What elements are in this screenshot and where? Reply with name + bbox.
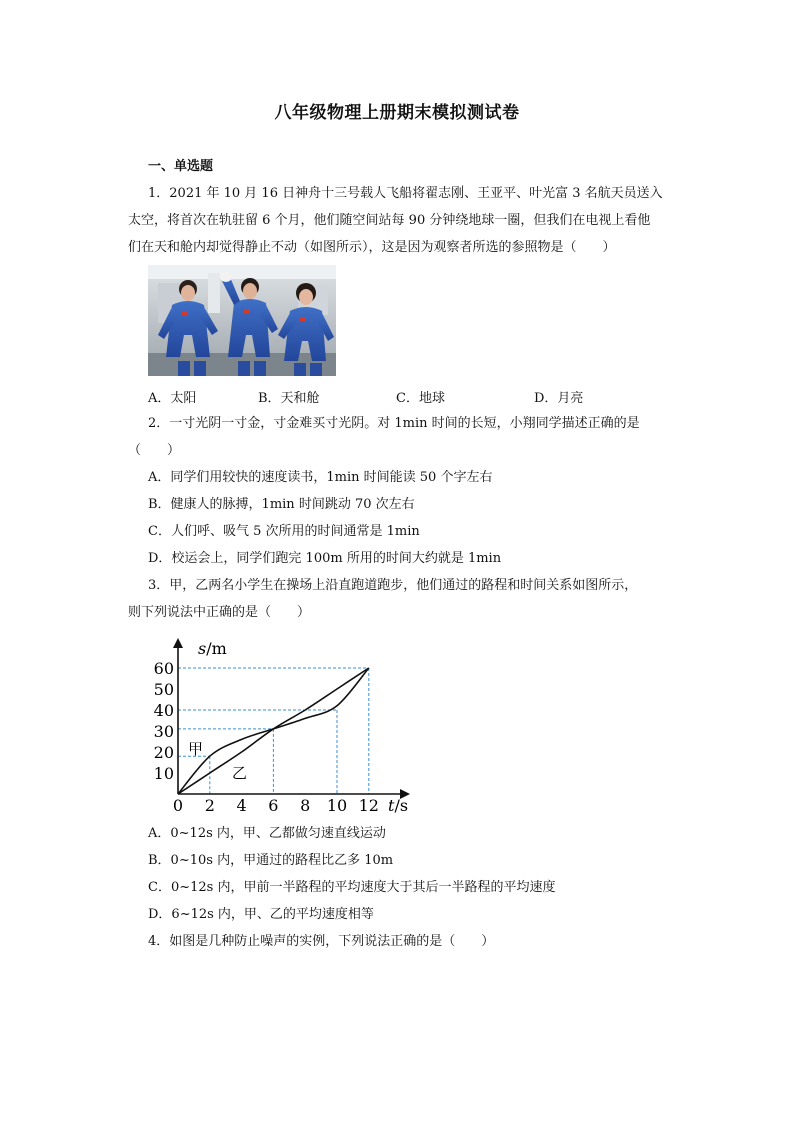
q2-option-b: B．健康人的脉搏，1min 时间跳动 70 次左右 (148, 497, 415, 512)
q3-text-line2: 则下列说法中正确的是（ ） (128, 605, 311, 620)
q1-text-line1: 1．2021 年 10 月 16 日神舟十三号载人飞船将翟志刚、王亚平、叶光富 3 名航天员送入 (148, 186, 663, 201)
astronauts-photo (148, 265, 336, 376)
x-tick-label-3: 6 (268, 796, 279, 815)
tick-labels (154, 659, 379, 815)
x-tick-label-5: 10 (326, 796, 348, 815)
distance-time-chart (152, 634, 422, 822)
q1-option-a: A．太阳 (148, 391, 197, 406)
y-axis-unit: /m (206, 639, 227, 658)
series-label-yi: 乙 (232, 764, 248, 782)
q1-options (148, 387, 668, 407)
q4-text-line1: 4．如图是几种防止噪声的实例，下列说法正确的是（ ） (148, 934, 495, 949)
y-axis-label (198, 639, 227, 658)
x-tick-label-6: 12 (358, 796, 379, 815)
q3-text-line1: 3．甲，乙两名小学生在操场上沿直跑道跑步，他们通过的路程和时间关系如图所示， (148, 578, 638, 593)
y-tick-label-0: 10 (153, 764, 174, 783)
q2-option-a: A．同学们用较快的速度读书，1min 时间能读 50 个字左右 (148, 470, 493, 485)
section-heading: 一、单选题 (148, 159, 214, 174)
x-axis-unit: /s (394, 796, 409, 815)
x-tick-label-1: 2 (204, 796, 215, 815)
y-axis-arrow (173, 638, 183, 648)
q1-option-d: D．月亮 (534, 391, 584, 406)
chart-svg (152, 634, 422, 818)
q3-option-a: A．0~12s 内，甲、乙都做匀速直线运动 (148, 826, 386, 841)
x-tick-label-2: 4 (236, 796, 247, 815)
series-label-jia: 甲 (188, 740, 204, 758)
q2-text-line2: （ ） (128, 443, 181, 458)
q2-option-d: D．校运会上，同学们跑完 100m 所用的时间大约就是 1min (148, 551, 502, 566)
q2-text-line1: 2．一寸光阴一寸金，寸金难买寸光阴。对 1min 时间的长短，小翔同学描述正确的是 (148, 416, 640, 431)
y-axis-var: s (198, 639, 207, 658)
q1-text-line3: 们在天和舱内却觉得静止不动（如图所示），这是因为观察者所选的参照物是（ ） (128, 240, 616, 255)
q3-option-b: B．0~10s 内，甲通过的路程比乙多 10m (148, 853, 394, 868)
x-tick-label-4: 8 (300, 796, 311, 815)
y-tick-label-2: 30 (153, 722, 174, 741)
page-title: 八年级物理上册期末模拟测试卷 (274, 103, 520, 123)
x-axis-var: t (388, 796, 395, 815)
y-tick-label-3: 40 (153, 701, 174, 720)
y-tick-label-4: 50 (153, 680, 174, 699)
q3-option-c: C．0~12s 内，甲前一半路程的平均速度大于其后一半路程的平均速度 (148, 880, 556, 895)
y-tick-label-1: 20 (153, 743, 174, 762)
q1-option-c: C．地球 (396, 391, 445, 406)
q1-option-b: B．天和舱 (258, 391, 320, 406)
q1-text-line2: 太空，将首次在轨驻留 6 个月，他们随空间站每 90 分钟绕地球一圈，但我们在电视上看他 (128, 213, 651, 228)
y-tick-label-5: 60 (153, 659, 174, 678)
q2-option-c: C．人们呼、吸气 5 次所用的时间通常是 1min (148, 524, 420, 539)
x-axis-label (388, 796, 408, 815)
q3-option-d: D．6~12s 内，甲、乙的平均速度相等 (148, 907, 374, 922)
x-tick-label-0: 0 (172, 796, 184, 815)
